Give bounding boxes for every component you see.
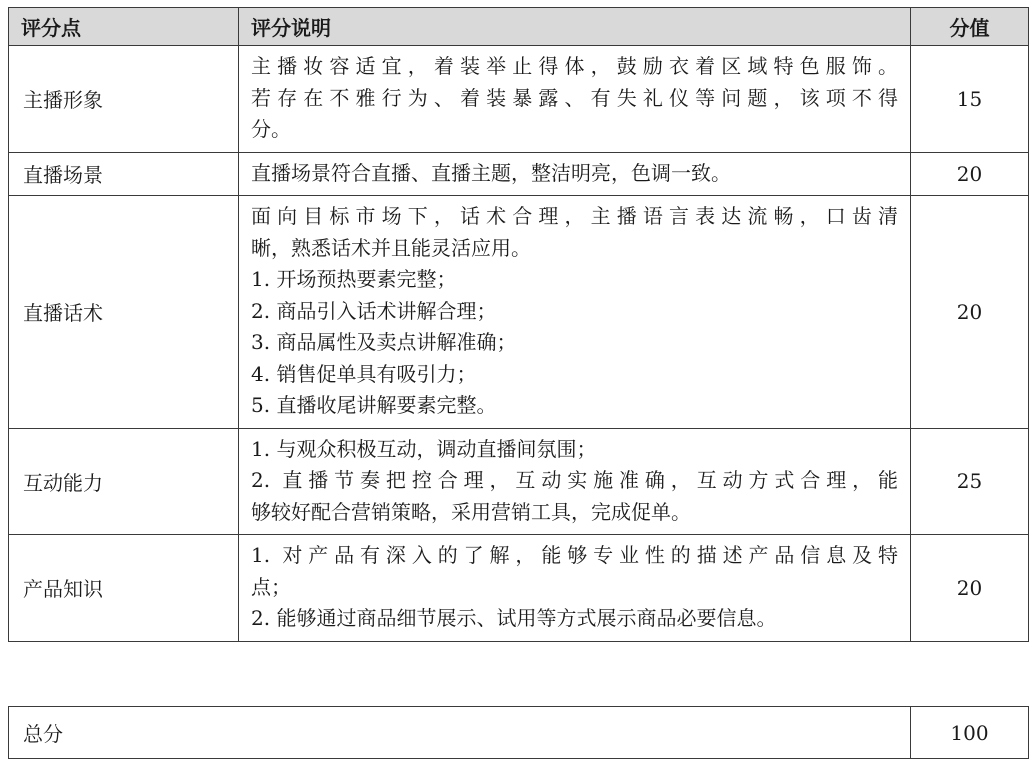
desc-line: 4. 销售促单具有吸引力； xyxy=(251,361,477,386)
table-row xyxy=(9,196,1029,429)
row-description xyxy=(239,152,911,196)
desc-line: 若存在不雅行为、着装暴露、有失礼仪等问题，该项不得 xyxy=(251,85,898,110)
row-score: 15 xyxy=(911,46,1029,153)
row-score: 20 xyxy=(911,152,1029,196)
row-item: 主播形象 xyxy=(9,46,239,153)
row-score: 25 xyxy=(911,428,1029,535)
desc-line: 点； xyxy=(251,574,291,599)
header-description: 评分说明 xyxy=(239,8,911,46)
total-row xyxy=(9,707,1029,759)
desc-line: 2. 商品引入话术讲解合理； xyxy=(251,298,497,323)
desc-line: 5. 直播收尾讲解要素完整。 xyxy=(251,393,497,417)
total-label: 总分 xyxy=(9,707,911,759)
row-item: 直播话术 xyxy=(9,196,239,429)
row-item: 互动能力 xyxy=(9,428,239,535)
scoring-table xyxy=(8,7,1029,642)
header-item: 评分点 xyxy=(9,8,239,46)
total-table xyxy=(8,706,1029,759)
desc-line: 1. 与观众积极互动，调动直播间氛围； xyxy=(251,436,597,461)
desc-line: 直播场景符合直播、直播主题，整洁明亮，色调一致。 xyxy=(251,160,731,185)
row-description xyxy=(239,428,911,535)
desc-line: 主播妆容适宜，着装举止得体，鼓励衣着区域特色服饰。 xyxy=(251,54,898,78)
total-score: 100 xyxy=(911,707,1029,759)
desc-line: 晰，熟悉话术并且能灵活应用。 xyxy=(251,235,531,260)
desc-line: 1. 开场预热要素完整； xyxy=(251,267,457,291)
table-row xyxy=(9,152,1029,196)
row-score: 20 xyxy=(911,196,1029,429)
desc-line: 3. 商品属性及卖点讲解准确； xyxy=(251,330,517,354)
desc-line: 2. 能够通过商品细节展示、试用等方式展示商品必要信息。 xyxy=(251,606,777,630)
row-description xyxy=(239,46,911,153)
desc-line: 2. 直播节奏把控合理，互动实施准确，互动方式合理，能 xyxy=(251,468,898,492)
row-score: 20 xyxy=(911,535,1029,642)
table-row xyxy=(9,535,1029,642)
desc-line: 分。 xyxy=(251,117,291,141)
row-description xyxy=(239,196,911,429)
desc-line: 1. 对产品有深入的了解，能够专业性的描述产品信息及特 xyxy=(251,543,898,567)
row-description xyxy=(239,535,911,642)
row-item: 产品知识 xyxy=(9,535,239,642)
header-score: 分值 xyxy=(911,8,1029,46)
row-item: 直播场景 xyxy=(9,152,239,196)
desc-line: 面向目标市场下，话术合理，主播语言表达流畅，口齿清 xyxy=(251,204,898,228)
desc-line: 够较好配合营销策略，采用营销工具，完成促单。 xyxy=(251,499,691,524)
table-row xyxy=(9,46,1029,153)
header-row xyxy=(9,8,1029,46)
table-row xyxy=(9,428,1029,535)
